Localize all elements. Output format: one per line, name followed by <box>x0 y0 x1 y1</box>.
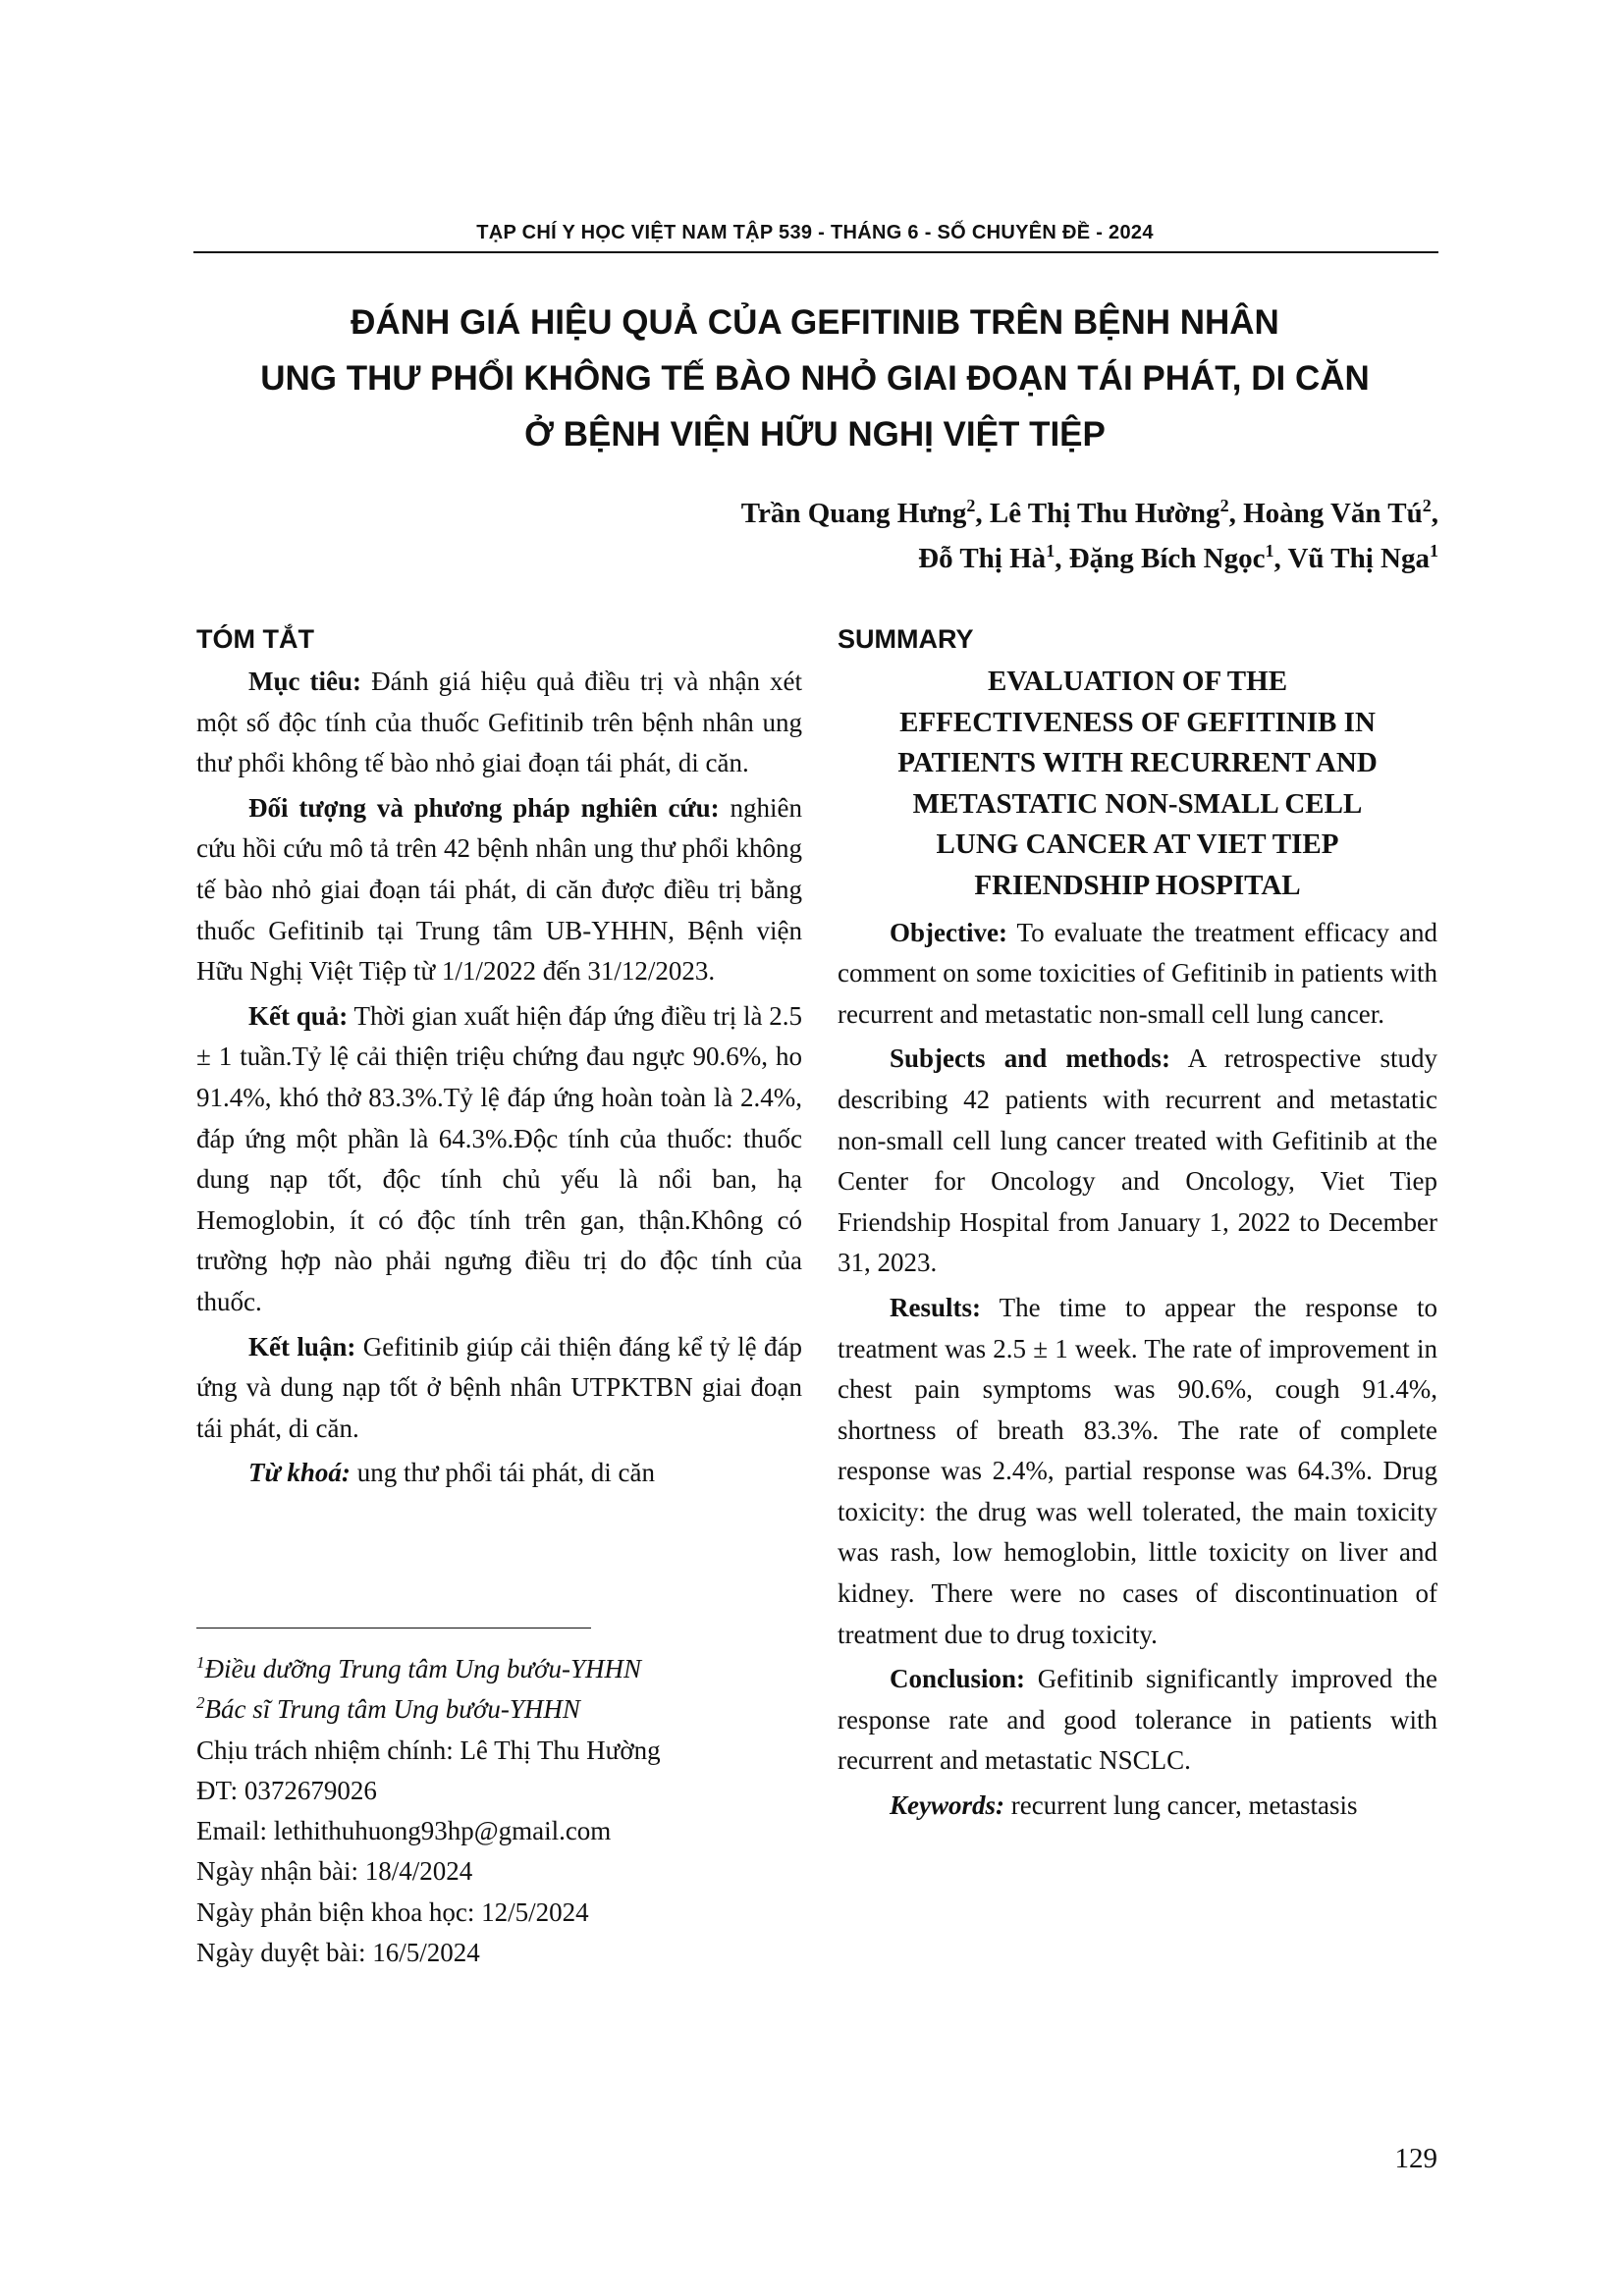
author-affiliation: 2 <box>1422 496 1432 515</box>
responsible-author: Chịu trách nhiệm chính: Lê Thị Thu Hường <box>196 1735 661 1765</box>
paragraph-text: Gefitinib giúp cải thiện đáng kể tỷ lệ đáp ứng và dung nạp tốt ở bệnh nhân UTPKTBN giai đoạn tái phát, di căn. <box>196 1331 802 1443</box>
abstract-paragraph <box>838 1659 1437 1782</box>
footnotes <box>196 1649 805 1973</box>
title-line: ĐÁNH GIÁ HIỆU QUẢ CỦA GEFITINIB TRÊN BỆNH NHÂN <box>351 303 1279 342</box>
author-line-1 <box>358 491 1438 536</box>
paragraph-text: To evaluate the treatment efficacy and comment on some toxicities of Gefitinib in patients with recurrent and metastatic non-small cell lung cancer. <box>838 917 1437 1029</box>
paragraph-text: Gefitinib significantly improved the response rate and good tolerance in patients with recurrent and metastatic NSCLC. <box>838 1664 1437 1776</box>
keywords <box>838 1786 1437 1827</box>
abstract-paragraph <box>838 1039 1437 1284</box>
journal-header: TẠP CHÍ Y HỌC VIỆT NAM TẬP 539 - THÁNG 6 - SỐ CHUYÊN ĐỀ - 2024 <box>476 222 1154 243</box>
paragraph-label: Kết luận: <box>248 1331 356 1362</box>
abstract-heading-vi: TÓM TẮT <box>196 624 314 654</box>
affiliation-2 <box>196 1689 805 1730</box>
author-line-2 <box>358 536 1438 581</box>
author-affiliation: 2 <box>966 496 976 515</box>
phone: ĐT: 0372679026 <box>196 1775 377 1805</box>
abstract-paragraph <box>196 788 802 992</box>
paragraph-label: Subjects and methods: <box>890 1043 1170 1074</box>
english-title-line: METASTATIC NON-SMALL CELL <box>912 787 1363 820</box>
paragraph-text: nghiên cứu hồi cứu mô tả trên 42 bệnh nhân ung thư phổi không tế bào nhỏ giai đoạn tái phát, di căn được điều trị bằng thuốc Gefitinib tại Trung tâm UB-YHHN, Bệnh viện Hữu Nghị Việt Tiệp từ 1/1/2022 đến 31/12/2023. <box>196 792 802 987</box>
page-number: 129 <box>1394 2143 1437 2174</box>
keywords-text: ung thư phổi tái phát, di căn <box>350 1458 656 1488</box>
affiliation-marker: 1 <box>196 1653 205 1672</box>
paragraph-label: Mục tiêu: <box>248 667 362 696</box>
english-abstract <box>838 616 1437 1831</box>
author-name: Trần Quang Hưng <box>740 498 967 529</box>
author-name: Hoàng Văn Tú <box>1243 498 1423 529</box>
author-name: Đặng Bích Ngọc <box>1068 543 1266 574</box>
keywords-label: Từ khoá: <box>248 1458 351 1488</box>
english-title-line: EVALUATION OF THE <box>987 666 1288 697</box>
abstract-paragraph <box>196 662 802 784</box>
vietnamese-abstract <box>196 616 802 1498</box>
paragraph-label: Kết quả: <box>248 1000 349 1031</box>
paragraph-text: Thời gian xuất hiện đáp ứng điều trị là 2.5 ± 1 tuần.Tỷ lệ cải thiện triệu chứng đau ngực 90.6%, ho 91.4%, khó thở 83.3%.Tỷ lệ đáp ứng hoàn toàn là 2.4%, đáp ứng một phần là 64.3%.Độc tính của thuốc: thuốc dung nạp tốt, độc tính chủ yếu là nổi ban, hạ Hemoglobin, ít có độc tính trên gan, thận.Không có trường hợp nào phải ngưng điều trị do độc tính của thuốc. <box>196 1000 802 1316</box>
author-separator: , <box>1431 498 1438 529</box>
author-separator: , <box>975 498 990 529</box>
header-divider <box>193 251 1438 253</box>
paragraph-label: Conclusion: <box>890 1664 1026 1694</box>
author-name: Đỗ Thị Hà <box>918 543 1047 574</box>
author-affiliation: 2 <box>1219 496 1229 515</box>
author-affiliation: 1 <box>1430 541 1438 561</box>
author-separator: , <box>1228 498 1244 529</box>
date-received: Ngày nhận bài: 18/4/2024 <box>196 1856 473 1887</box>
author-affiliation: 1 <box>1265 541 1274 561</box>
date-approved: Ngày duyệt bài: 16/5/2024 <box>196 1938 480 1968</box>
abstract-heading-en: SUMMARY <box>838 624 974 654</box>
abstract-paragraph <box>196 1327 802 1450</box>
author-affiliation: 1 <box>1046 541 1056 561</box>
affiliation-text: Bác sĩ Trung tâm Ung bướu-YHHN <box>204 1694 580 1725</box>
email: Email: lethithuhuong93hp@gmail.com <box>196 1816 612 1846</box>
paragraph-label: Objective: <box>890 917 1007 947</box>
english-title <box>838 662 1437 907</box>
article-title <box>177 294 1453 462</box>
paragraph-text: A retrospective study describing 42 patients with recurrent and metastatic non-small cell lung cancer treated with Gefitinib at the Center for Oncology and Oncology, Viet Tiep Friendship Hospital from January 1, 2022 to December 31, 2023. <box>838 1043 1437 1278</box>
title-line: Ở BỆNH VIỆN HỮU NGHỊ VIỆT TIỆP <box>524 415 1106 454</box>
abstract-paragraph <box>196 996 802 1323</box>
affiliation-text: Điều dưỡng Trung tâm Ung bướu-YHHN <box>204 1654 642 1683</box>
paragraph-label: Results: <box>890 1292 981 1322</box>
author-separator: , <box>1273 543 1288 574</box>
paragraph-label: Đối tượng và phương pháp nghiên cứu: <box>248 792 720 823</box>
abstract-paragraph <box>838 1288 1437 1655</box>
english-title-line: LUNG CANCER AT VIET TIEP <box>936 828 1339 861</box>
keywords-text: recurrent lung cancer, metastasis <box>1004 1790 1358 1821</box>
author-name: Lê Thị Thu Hường <box>989 498 1220 529</box>
paragraph-text: The time to appear the response to treatment was 2.5 ± 1 week. The rate of improvement in chest pain symptoms was 90.6%, cough 91.4%, shortness of breath 83.3%. The rate of complete response was 2.4%, partial response was 64.3%. Drug toxicity: the drug was well tolerated, the main toxicity was rash, low hemoglobin, little toxicity on liver and kidney. There were no cases of discontinuation of treatment due to drug toxicity. <box>838 1292 1437 1649</box>
paragraph-text: Đánh giá hiệu quả điều trị và nhận xét một số độc tính của thuốc Gefitinib trên bệnh nhân ung thư phổi không tế bào nhỏ giai đoạn tái phát, di căn. <box>196 667 803 778</box>
footnote-divider <box>196 1628 591 1629</box>
affiliation-marker: 2 <box>196 1693 205 1713</box>
keywords <box>196 1453 802 1494</box>
date-reviewed: Ngày phản biện khoa học: 12/5/2024 <box>196 1896 589 1927</box>
english-title-line: FRIENDSHIP HOSPITAL <box>974 869 1301 901</box>
affiliation-1 <box>196 1649 805 1689</box>
author-name: Vũ Thị Nga <box>1287 543 1430 574</box>
author-separator: , <box>1055 543 1069 574</box>
english-title-line: PATIENTS WITH RECURRENT AND <box>897 747 1378 779</box>
keywords-label: Keywords: <box>890 1790 1004 1821</box>
abstract-paragraph <box>838 913 1437 1036</box>
english-title-line: EFFECTIVENESS OF GEFITINIB IN <box>899 706 1376 738</box>
author-list <box>358 491 1438 581</box>
title-line: UNG THƯ PHỔI KHÔNG TẾ BÀO NHỎ GIAI ĐOẠN TÁI PHÁT, DI CĂN <box>260 359 1370 398</box>
